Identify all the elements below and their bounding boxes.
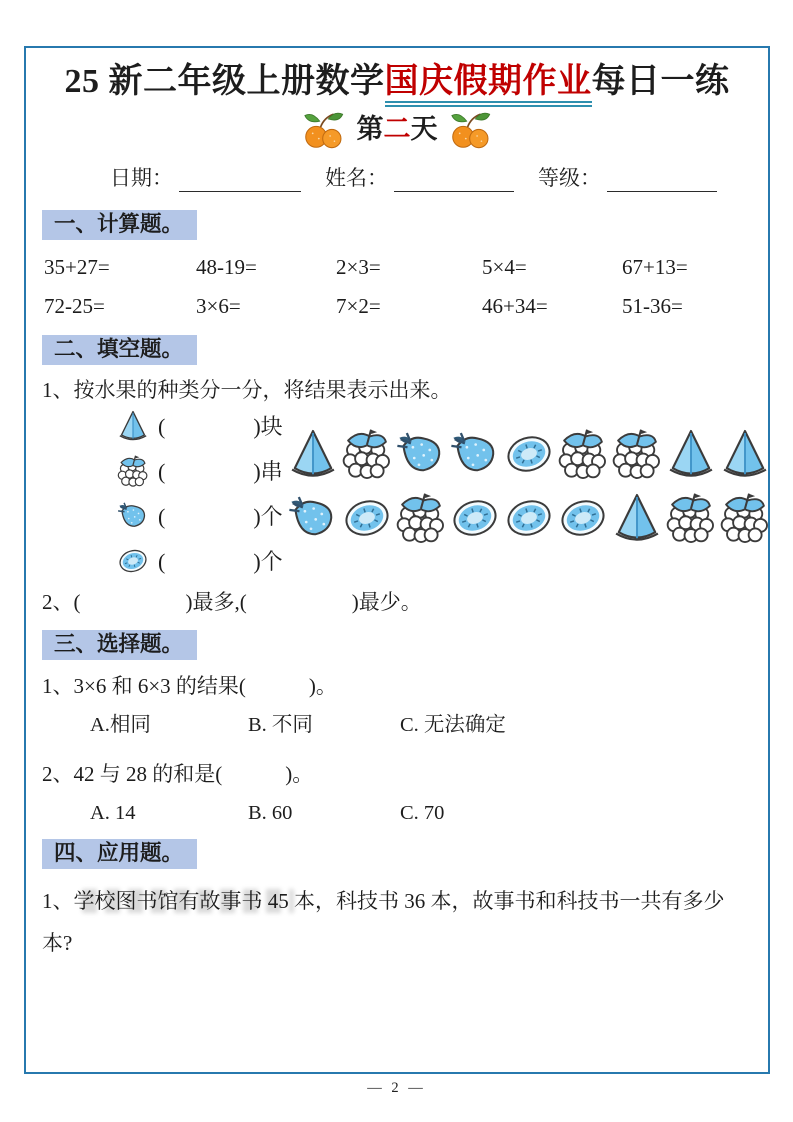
fruit-watermelon-icon <box>286 425 340 483</box>
page-border-frame <box>24 46 770 1074</box>
fruit-kiwi-icon <box>556 489 610 547</box>
fruit-kiwi-icon <box>502 489 556 547</box>
fruit-grapes-icon <box>664 489 718 547</box>
tangerine-icon <box>448 109 494 149</box>
application-question-1 <box>42 880 750 964</box>
grade-blank-line <box>607 169 717 192</box>
section-heading-choice: 三、选择题。 <box>42 630 197 660</box>
fruit-kiwi-icon <box>340 489 394 547</box>
choice-option: B. 60 <box>248 802 293 824</box>
choice-option: C. 70 <box>400 802 445 824</box>
title-suffix: 每日一练 <box>591 63 730 100</box>
subtitle-day-number: 二 <box>383 114 411 144</box>
title-prefix: 25 新二年级上册数学 <box>64 63 385 100</box>
tangerine-icon <box>301 109 347 149</box>
grade-label: 等级： <box>538 166 601 190</box>
section-heading-application: 四、应用题。 <box>42 839 197 869</box>
calc-problem: 51-36= <box>622 294 683 318</box>
subtitle-text: 第二天 <box>356 114 438 144</box>
date-blank-line <box>179 169 301 192</box>
fruit-grapes-icon <box>340 425 394 483</box>
fruit-grapes-icon <box>394 489 448 547</box>
fruit-watermelon-icon <box>116 409 150 443</box>
calc-problem: 72-25= <box>44 294 105 318</box>
fruit-grapes-icon <box>116 454 150 488</box>
count-blank-label: ( )串 <box>158 459 283 484</box>
calc-problem: 5×4= <box>482 255 527 279</box>
count-blank-label: ( )个 <box>158 504 283 529</box>
page-number: — 2 — <box>367 1080 426 1096</box>
page-title <box>42 58 752 106</box>
calc-problem: 35+27= <box>44 255 110 279</box>
choice-question-2: 2、42 与 28 的和是( )。 <box>42 762 314 786</box>
choice-options-row <box>42 712 752 739</box>
fruit-watermelon-icon <box>718 425 772 483</box>
choice-option: A. 14 <box>90 802 136 824</box>
section-heading-fill-blank: 二、填空题。 <box>42 335 197 365</box>
choice-option: C. 无法确定 <box>400 714 506 736</box>
date-label: 日期： <box>110 166 173 190</box>
name-label: 姓名： <box>325 166 388 190</box>
calc-problem: 7×2= <box>336 294 381 318</box>
name-field <box>325 162 514 192</box>
fruit-watermelon-icon <box>610 489 664 547</box>
fill-question-1: 1、按水果的种类分一分，将结果表示出来。 <box>42 378 452 402</box>
fruit-grid <box>286 422 774 550</box>
fruit-strawberry-icon <box>286 489 340 547</box>
fruit-grapes-icon <box>556 425 610 483</box>
count-blank-label: ( )个 <box>158 549 283 574</box>
fruit-grid-row <box>286 486 774 550</box>
fruit-grapes-icon <box>610 425 664 483</box>
calc-problem: 48-19= <box>196 255 257 279</box>
calc-problem: 46+34= <box>482 294 548 318</box>
calc-row <box>42 254 752 280</box>
application-question-text: 1、学校图书馆有故事书 45 本，科技书 36 本，故事书和科技书一共有多少本? <box>42 889 725 955</box>
calc-row <box>42 293 752 319</box>
name-blank-line <box>394 169 514 192</box>
fruit-strawberry-icon <box>394 425 448 483</box>
fruit-kiwi-icon <box>502 425 556 483</box>
day-subtitle <box>42 106 752 152</box>
calc-problem: 67+13= <box>622 255 688 279</box>
calc-problem: 3×6= <box>196 294 241 318</box>
section-heading-calculation: 一、计算题。 <box>42 210 197 240</box>
fill-question-2: 2、( )最多,( )最少。 <box>42 590 422 614</box>
fruit-grid-row <box>286 422 774 486</box>
fruit-watermelon-icon <box>664 425 718 483</box>
fruit-strawberry-icon <box>116 499 150 533</box>
choice-options-row <box>42 800 752 827</box>
fruit-kiwi-icon <box>116 544 150 578</box>
choice-option: B. 不同 <box>248 714 313 736</box>
fruit-sorting-area <box>42 408 752 588</box>
fruit-grapes-icon <box>718 489 772 547</box>
count-blank-label: ( )块 <box>158 414 283 439</box>
fruit-strawberry-icon <box>448 425 502 483</box>
calc-problem: 2×3= <box>336 255 381 279</box>
fruit-kiwi-icon <box>448 489 502 547</box>
choice-question-1: 1、3×6 和 6×3 的结果( )。 <box>42 674 337 698</box>
meta-row <box>42 162 752 192</box>
choice-option: A.相同 <box>90 714 151 736</box>
grade-field <box>538 162 717 192</box>
title-highlight: 国庆假期作业 <box>385 63 592 107</box>
date-field <box>110 162 301 192</box>
